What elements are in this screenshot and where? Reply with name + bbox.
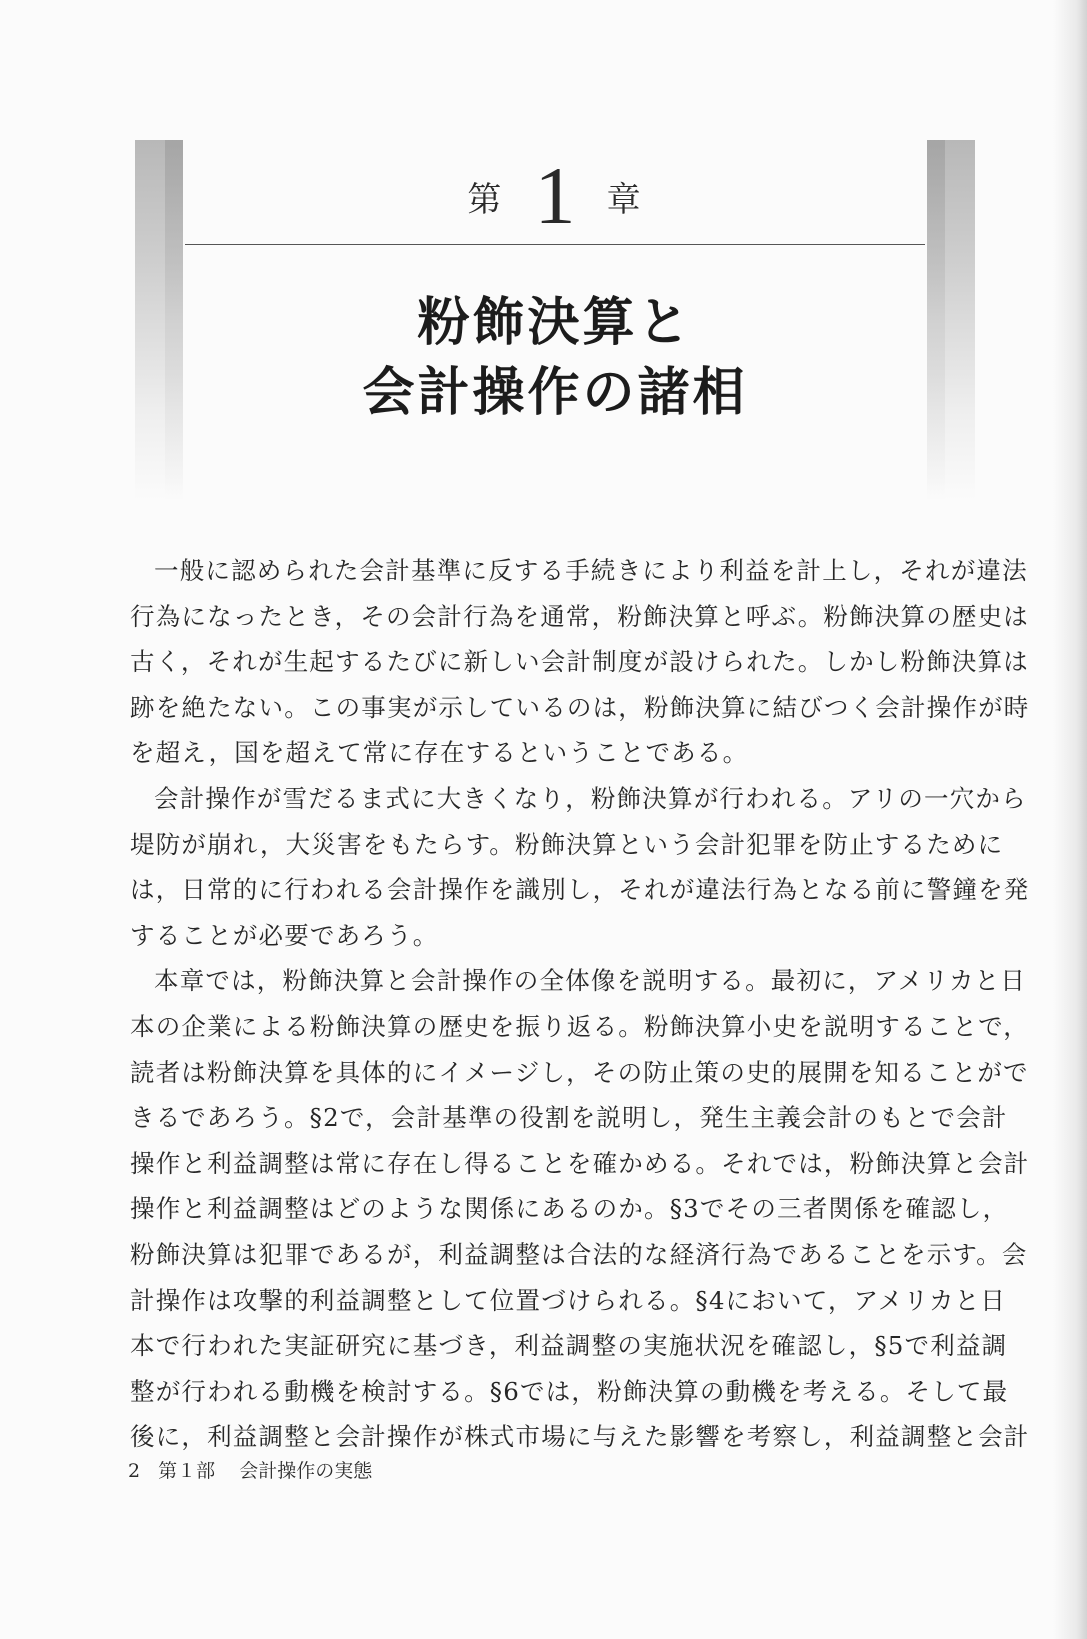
- body-line: 後に，利益調整と会計操作が株式市場に与えた影響を考察し，利益調整と会計: [130, 1422, 1030, 1452]
- chapter-divider: [185, 244, 925, 245]
- body-line: 本章では，粉飾決算と会計操作の全体像を説明する。最初に，アメリカと日: [154, 966, 1027, 996]
- body-line: は，日常的に行われる会計操作を識別し，それが違法行為となる前に警鐘を発: [130, 875, 1030, 905]
- body-line: 整が行われる動機を検討する。§6では，粉飾決算の動機を考える。そして最: [130, 1376, 1009, 1406]
- chapter-header: [135, 140, 975, 510]
- body-line: 本の企業による粉飾決算の歴史を振り返る。粉飾決算小史を説明することで，: [130, 1011, 1030, 1041]
- body-line: 古く，それが生起するたびに新しい会計制度が設けられた。しかし粉飾決算は: [130, 647, 1030, 677]
- body-line: を超え，国を超えて常に存在するということである。: [130, 738, 749, 768]
- part-title: 会計操作の実態: [239, 1460, 373, 1482]
- body-line: 操作と利益調整は常に存在し得ることを確かめる。それでは，粉飾決算と会計: [130, 1148, 1030, 1178]
- chapter-title-line-1: 粉飾決算と: [417, 293, 693, 353]
- chapter-number-label: [135, 150, 975, 241]
- body-line: 一般に認められた会計基準に反する手続きにより利益を計上し，それが違法: [154, 556, 1028, 585]
- body-line: 読者は粉飾決算を具体的にイメージし，その防止策の史的展開を知ることがで: [130, 1057, 1029, 1087]
- page-edge-shadow: [1053, 0, 1087, 1639]
- body-line: きるであろう。§2で，会計基準の役割を説明し，発生主義会計のもとで会計: [130, 1103, 1008, 1133]
- body-line: することが必要であろう。: [130, 920, 439, 950]
- chapter-title-line-2: 会計操作の諸相: [362, 363, 748, 423]
- body-line: 操作と利益調整はどのような関係にあるのか。§3でその三者関係を確認し，: [130, 1194, 1009, 1224]
- chapter-title: [135, 288, 975, 428]
- body-line: 跡を絶たない。この事実が示しているのは，粉飾決算に結びつく会計操作が時: [130, 692, 1030, 722]
- page-number: 2: [128, 1460, 141, 1482]
- body-line: 会計操作が雪だるま式に大きくなり，粉飾決算が行われる。アリの一穴から: [154, 783, 1027, 813]
- chapter-number: 1: [534, 150, 576, 241]
- body-line: 粉飾決算は犯罪であるが，利益調整は合法的な経済行為であることを示す。会: [130, 1239, 1028, 1269]
- chapter-suffix: 章: [606, 180, 643, 220]
- body-line: 計操作は攻撃的利益調整として位置づけられる。§4において，アメリカと日: [130, 1285, 1007, 1315]
- page-footer: [128, 1456, 372, 1483]
- part-label: 第１部: [158, 1460, 216, 1482]
- body-line: 堤防が崩れ，大災害をもたらす。粉飾決算という会計犯罪を防止するために: [130, 829, 1004, 859]
- body-line: 行為になったとき，その会計行為を通常，粉飾決算と呼ぶ。粉飾決算の歴史は: [130, 601, 1030, 631]
- body-text: [130, 548, 1030, 1460]
- chapter-prefix: 第: [467, 180, 504, 220]
- body-line: 本で行われた実証研究に基づき，利益調整の実施状況を確認し，§5で利益調: [130, 1331, 1008, 1361]
